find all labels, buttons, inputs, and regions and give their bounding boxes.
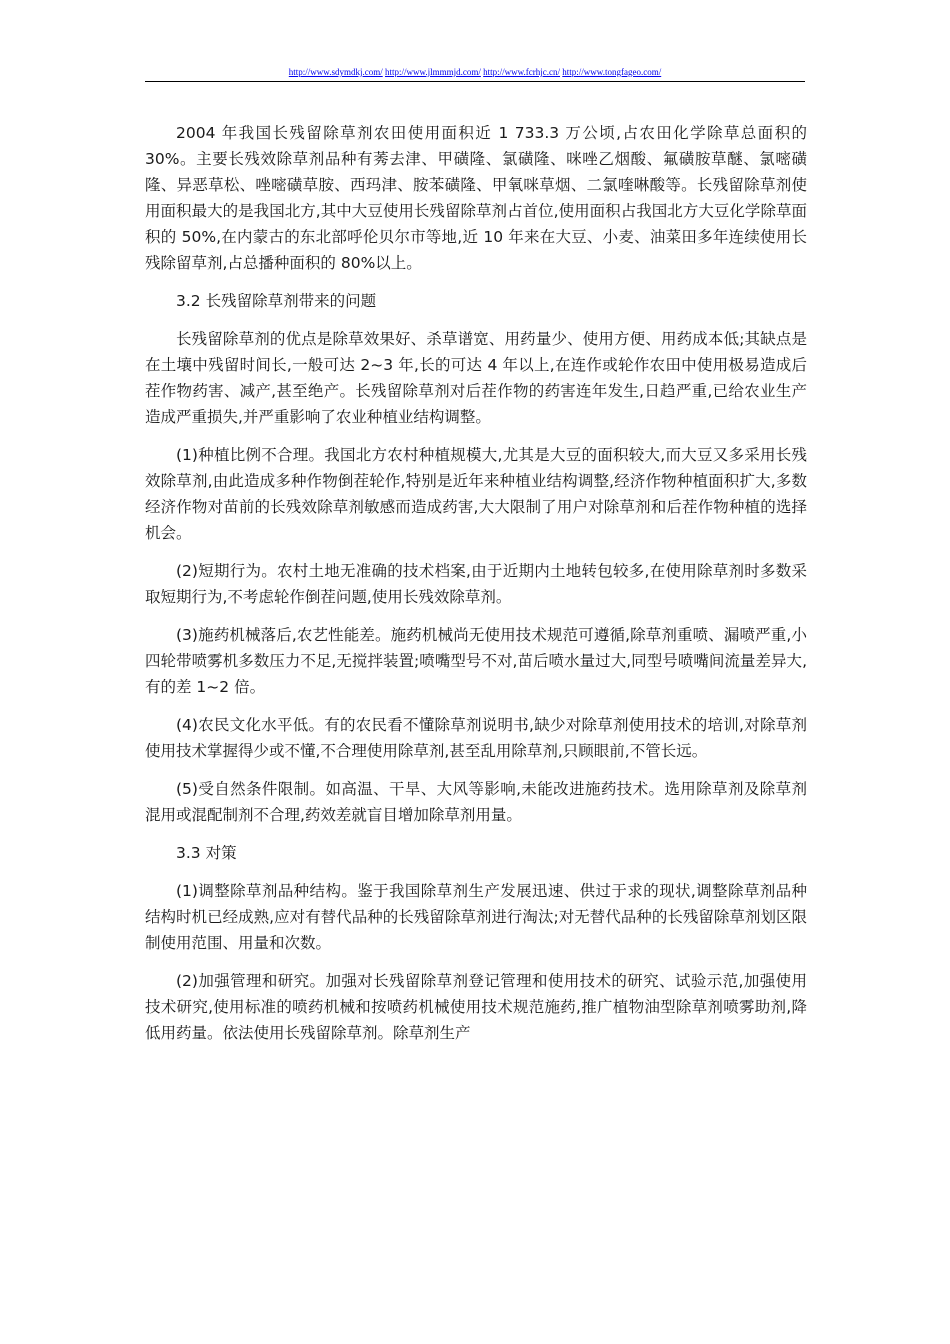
paragraph-problem-4: (4)农民文化水平低。有的农民看不懂除草剂说明书,缺少对除草剂使用技术的培训,对除草剂使用技术掌握得少或不懂,不合理使用除草剂,甚至乱用除草剂,只顾眼前,不管长远。: [145, 716, 807, 760]
page-header: [145, 62, 805, 82]
header-link-1[interactable]: http://www.sdymdkj.com/: [288, 67, 383, 77]
paragraph-problem-5: (5)受自然条件限制。如高温、干旱、大风等影响,未能改进施药技术。选用除草剂及除草剂混用或混配制剂不合理,药效差就盲目增加除草剂用量。: [145, 780, 807, 824]
header-link-4[interactable]: http://www.tongfageo.com/: [562, 67, 662, 77]
paragraph-problem-3: (3)施药机械落后,农艺性能差。施药机械尚无使用技术规范可遵循,除草剂重喷、漏喷严重,小四轮带喷雾机多数压力不足,无搅拌装置;喷嘴型号不对,苗后喷水量过大,同型号喷嘴间流量差异大,有的差 1~2 倍。: [145, 626, 807, 696]
header-link-3[interactable]: http://www.fcrhjc.cn/: [483, 67, 561, 77]
paragraph-measure-1: (1)调整除草剂品种结构。鉴于我国除草剂生产发展迅速、供过于求的现状,调整除草剂品种结构时机已经成熟,应对有替代品种的长残留除草剂进行淘汰;对无替代品种的长残留除草剂划区限制使用范围、用量和次数。: [145, 882, 807, 952]
document-body: [145, 120, 807, 1046]
section-heading-3-3: 3.3 对策: [176, 844, 237, 862]
paragraph-measure-2: (2)加强管理和研究。加强对长残留除草剂登记管理和使用技术的研究、试验示范,加强使用技术研究,使用标准的喷药机械和按喷药机械使用技术规范施药,推广植物油型除草剂喷雾助剂,降低用药量。依法使用长残留除草剂。除草剂生产: [145, 972, 807, 1042]
paragraph-problem-1: (1)种植比例不合理。我国北方农村种植规模大,尤其是大豆的面积较大,而大豆又多采用长残效除草剂,由此造成多种作物倒茬轮作,特别是近年来种植业结构调整,经济作物种植面积扩大,多数经济作物对苗前的长残效除草剂敏感而造成药害,大大限制了用户对除草剂和后茬作物种植的选择机会。: [145, 446, 807, 542]
paragraph-pros-cons: 长残留除草剂的优点是除草效果好、杀草谱宽、用药量少、使用方便、用药成本低;其缺点是在土壤中残留时间长,一般可达 2~3 年,长的可达 4 年以上,在连作或轮作农田中使用极易造成后茬作物药害、减产,甚至绝产。长残留除草剂对后茬作物的药害连年发生,日趋严重,已给农业生产造成严重损失,并严重影响了农业种植业结构调整。: [145, 330, 807, 426]
paragraph-problem-2: (2)短期行为。农村土地无准确的技术档案,由于近期内土地转包较多,在使用除草剂时多数采取短期行为,不考虑轮作倒茬问题,使用长残效除草剂。: [145, 562, 807, 606]
paragraph-usage-area: 2004 年我国长残留除草剂农田使用面积近 1 733.3 万公顷,占农田化学除草总面积的 30%。主要长残效除草剂品种有莠去津、甲磺隆、氯磺隆、咪唑乙烟酸、氟磺胺草醚、氯嘧磺隆、异恶草松、唑嘧磺草胺、西玛津、胺苯磺隆、甲氧咪草烟、二氯喹啉酸等。长残留除草剂使用面积最大的是我国北方,其中大豆使用长残留除草剂占首位,使用面积占我国北方大豆化学除草面积的 50%,在内蒙古的东北部呼伦贝尔市等地,近 10 年来在大豆、小麦、油菜田多年连续使用长残除留草剂,占总播种面积的 80%以上。: [145, 124, 807, 272]
header-link-2[interactable]: http://www.jlmmmjd.com/: [384, 67, 481, 77]
section-heading-3-2: 3.2 长残留除草剂带来的问题: [176, 292, 377, 310]
